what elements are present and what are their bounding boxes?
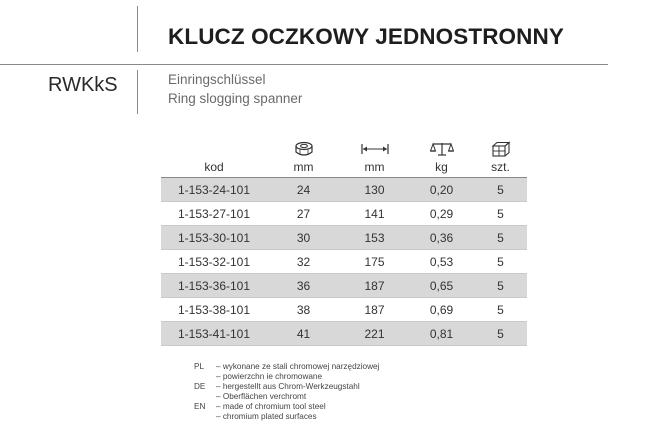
cell-size: 41 (296, 326, 311, 341)
note-lang (194, 372, 216, 382)
note-line (194, 412, 379, 422)
note-text: – made of chromium tool steel (216, 402, 326, 411)
header-kod (161, 141, 267, 178)
cell-weight: 0,81 (429, 326, 454, 341)
table-header-row (161, 141, 527, 178)
cell-qty: 5 (497, 230, 504, 245)
cell-qty: 5 (497, 302, 504, 317)
header-weight (409, 141, 474, 178)
cell-kod: 1-153-36-101 (177, 278, 251, 293)
cell-length: 130 (364, 182, 385, 197)
cell-size: 36 (296, 278, 311, 293)
header-divider-vertical-top (137, 6, 138, 52)
cell-weight: 0,65 (429, 278, 454, 293)
note-lang (194, 392, 216, 402)
cell-qty: 5 (497, 254, 504, 269)
length-dimension-icon (340, 141, 409, 159)
cell-qty: 5 (497, 206, 504, 221)
cell-kod: 1-153-27-101 (177, 206, 251, 221)
subtitle-german: Einringschlüssel (168, 72, 266, 87)
note-line (194, 362, 379, 372)
cell-size: 30 (296, 230, 311, 245)
table-row (161, 202, 527, 226)
cell-length: 153 (364, 230, 385, 245)
spec-table (161, 141, 527, 346)
note-text: – wykonane ze stali chromowej narzędziowej (216, 362, 380, 371)
header-size (267, 141, 340, 178)
header-weight-label: kg (435, 160, 448, 174)
header-qty-label: szt. (491, 160, 510, 174)
cell-qty: 5 (497, 278, 504, 293)
cell-size: 38 (296, 302, 311, 317)
cell-kod: 1-153-30-101 (177, 230, 251, 245)
cell-size: 32 (296, 254, 311, 269)
scale-icon (409, 141, 474, 159)
table-row (161, 178, 527, 202)
material-notes (194, 362, 379, 422)
subtitle-english: Ring slogging spanner (168, 91, 303, 106)
cell-weight: 0,29 (429, 206, 454, 221)
note-lang: EN (194, 402, 206, 411)
header-length-label: mm (364, 160, 385, 174)
cell-weight: 0,20 (429, 182, 454, 197)
note-text: – chromium plated surfaces (216, 412, 317, 421)
cell-weight: 0,36 (429, 230, 454, 245)
page-title: KLUCZ OCZKOWY JEDNOSTRONNY (168, 24, 564, 49)
cell-length: 221 (364, 326, 385, 341)
cell-kod: 1-153-32-101 (177, 254, 251, 269)
note-lang (194, 412, 216, 422)
cell-qty: 5 (497, 182, 504, 197)
table-row (161, 298, 527, 322)
table-row (161, 226, 527, 250)
product-code: RWKkS (48, 74, 118, 96)
note-lang: PL (194, 362, 205, 371)
note-line (194, 372, 379, 382)
note-line (194, 382, 379, 392)
cell-length: 187 (364, 302, 385, 317)
note-text: – powierzchn ie chromowane (216, 372, 323, 381)
nut-icon (267, 141, 340, 159)
header-size-label: mm (293, 160, 314, 174)
box-icon (474, 141, 527, 159)
cell-kod: 1-153-41-101 (177, 326, 251, 341)
note-line (194, 402, 379, 412)
header-qty (474, 141, 527, 178)
cell-length: 175 (364, 254, 385, 269)
table-row (161, 274, 527, 298)
cell-kod: 1-153-24-101 (177, 182, 251, 197)
cell-length: 187 (364, 278, 385, 293)
cell-size: 24 (296, 182, 311, 197)
note-lang: DE (194, 382, 206, 391)
note-text: – hergestellt aus Chrom-Werkzeugstahl (216, 382, 360, 391)
cell-weight: 0,69 (429, 302, 454, 317)
header-divider-vertical-bottom (137, 70, 138, 114)
table-row (161, 322, 527, 346)
cell-qty: 5 (497, 326, 504, 341)
cell-weight: 0,53 (429, 254, 454, 269)
cell-kod: 1-153-38-101 (177, 302, 251, 317)
header-length (340, 141, 409, 178)
header-divider-horizontal (0, 64, 608, 65)
cell-length: 141 (364, 206, 385, 221)
note-line (194, 392, 379, 402)
header-kod-label: kod (204, 160, 224, 174)
cell-size: 27 (296, 206, 311, 221)
note-text: – Oberflächen verchromt (216, 392, 307, 401)
table-row (161, 250, 527, 274)
